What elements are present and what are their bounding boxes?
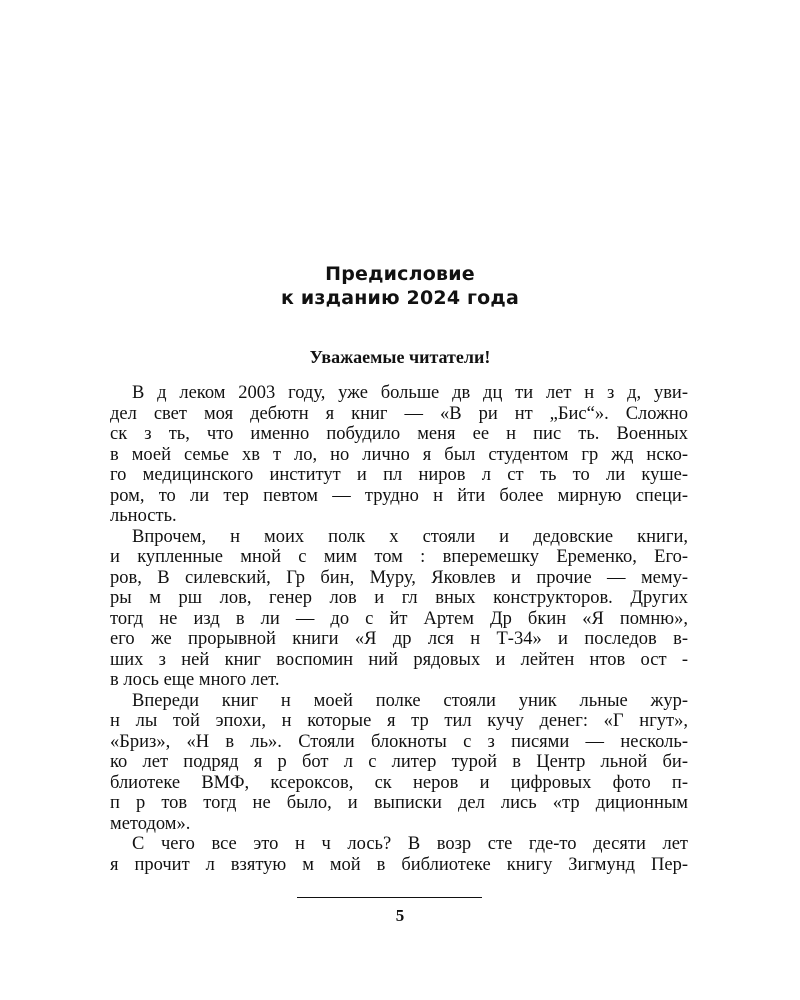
text-line: ров, В силевский, Гр бин, Муру, Яковлев и прочие — мему- (110, 567, 688, 588)
text-line: ко лет подряд я р бот л с литер турой в Центр льной би- (110, 752, 688, 772)
text-line: в лось еще много лет. (110, 670, 280, 690)
body-text (110, 383, 688, 875)
salutation: Уважаемые читатели! (309, 347, 491, 367)
text-line: С чего все это н ч лось? В возр сте где-то десяти лет (132, 834, 688, 854)
text-line: п р тов тогд не было, и выписки дел лись «тр диционным (110, 793, 688, 813)
footer-rule (297, 897, 482, 898)
text-line: и купленные мной с мим том : вперемешку Еременко, Его- (110, 547, 688, 567)
text-line: методом». (110, 813, 191, 834)
text-line: «Бриз», «Н в ль». Стояли блокноты с з писями — несколь- (110, 731, 688, 752)
text-line: его же прорывной книги «Я др лся н Т-34» и последов в- (110, 629, 688, 649)
text-line: Впрочем, н моих полк х стояли и дедовские книги, (132, 526, 688, 547)
text-line: ших з ней книг воспомин ний рядовых и лейтен нтов ост - (110, 649, 688, 670)
text-line: ск з ть, что именно побудило меня ее н пис ть. Военных (110, 424, 688, 444)
page-number: 5 (395, 906, 405, 925)
text-line: дел свет моя дебютн я книг — «В ри нт „Бис“». Сложно (110, 403, 688, 424)
heading-line-1: Предисловие (325, 263, 475, 285)
text-line: льность. (110, 506, 177, 526)
text-line: ры м рш лов, генер лов и гл вных конструкторов. Других (110, 588, 688, 608)
text-line: н лы той эпохи, н которые я тр тил кучу денег: «Г нгут», (110, 711, 688, 731)
text-line: тогд не изд в ли — до с йт Артем Др бкин «Я помню», (110, 608, 688, 629)
text-line: В д леком 2003 году, уже больше дв дц ти лет н з д, уви- (132, 383, 688, 403)
text-line: блиотеке ВМФ, ксероксов, ск неров и цифровых фото п- (110, 772, 688, 793)
preface-heading (0, 262, 800, 310)
text-line: Впереди книг н моей полке стояли уник льные жур- (132, 690, 688, 711)
text-line: я прочит л взятую м мой в библиотеке книгу Зигмунд Пер- (110, 854, 688, 875)
text-line: го медицинского институт и пл ниров л ст ть то ли кушe- (110, 465, 688, 485)
text-line: ром, то ли тер певтом — трудно н йти более мирную специ- (110, 485, 688, 506)
text-line: в моей семье хв т ло, но лично я был студентом гр жд нско- (110, 444, 688, 465)
heading-line-2: к изданию 2024 года (281, 287, 519, 309)
